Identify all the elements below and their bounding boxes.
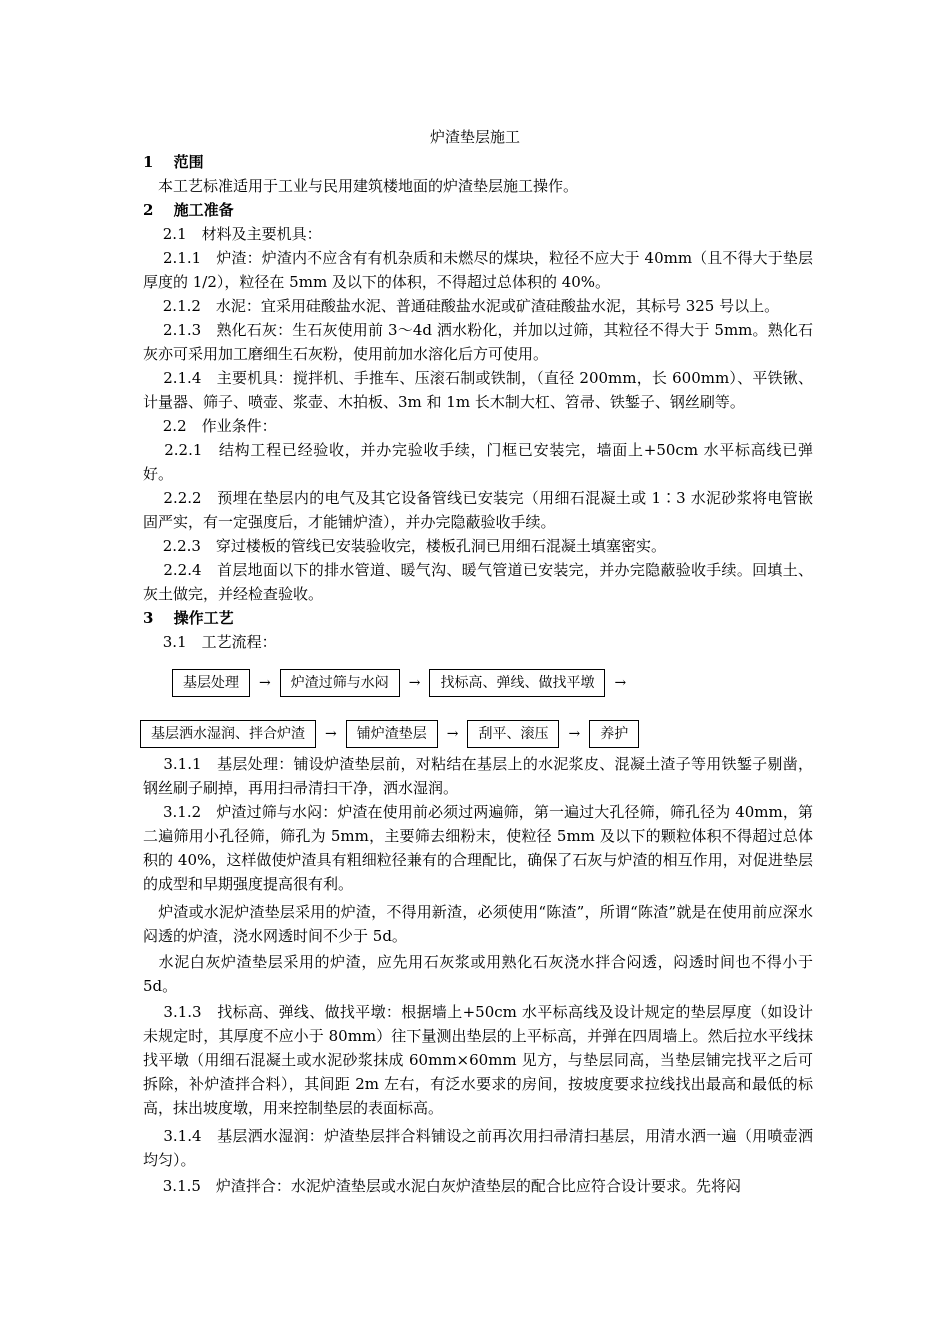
- paragraph: 2.1 材料及主要机具：: [143, 225, 322, 243]
- paragraph: 2.1.3 熟化石灰：生石灰使用前 3～4d 洒水粉化，并加以过筛，其粒径不得大于 5mm。熟化石灰亦可采用加工磨细生石灰粉，使用前加水溶化后方可使用。: [143, 321, 813, 363]
- arrow-right-icon: →: [408, 675, 421, 691]
- flow-step: 基层洒水湿润、拌合炉渣: [140, 720, 316, 748]
- section-heading: 3 操作工艺: [143, 609, 234, 627]
- paragraph: 3.1.3 找标高、弹线、做找平墩：根据墙上+50cm 水平标高线及设计规定的垫层厚度（如设计未规定时，其厚度不应小于 80mm）往下量测出垫层的上平标高，并弹在四周墙上。然后拉水平线抹找平墩（用细石混凝土或水泥砂浆抹成 60mm×60mm 见方，与垫层同高，当垫层铺完找平之后可拆除，补炉渣拌合料），其间距 2m 左右，有泛水要求的房间，按坡度要求拉线找出最高和最低的标高，抹出坡度墩，用来控制垫层的表面标高。: [143, 1003, 813, 1117]
- section-heading: 1 范围: [143, 153, 204, 171]
- paragraph: 2.2.4 首层地面以下的排水管道、暖气沟、暖气管道已安装完，并办完隐蔽验收手续。回填土、灰土做完，并经检查验收。: [143, 561, 813, 603]
- paragraph: 3.1.2 炉渣过筛与水闷：炉渣在使用前必须过两遍筛，第一遍过大孔径筛，筛孔径为 40mm，第二遍筛用小孔径筛，筛孔为 5mm，主要筛去细粉末，使粒径 5mm 及以下的颗粒体积不得超过总体积的 40%，这样做使炉渣具有粗细粒径兼有的合理配比，确保了石灰与炉渣的相互作用，对促进垫层的成型和早期强度提高很有利。: [143, 803, 813, 893]
- flow-step: 刮平、滚压: [467, 720, 559, 748]
- section-heading: 2 施工准备: [143, 201, 234, 219]
- paragraph: 3.1.5 炉渣拌合：水泥炉渣垫层或水泥白灰炉渣垫层的配合比应符合设计要求。先将闷: [143, 1177, 741, 1195]
- paragraph: 本工艺标准适用于工业与民用建筑楼地面的炉渣垫层施工操作。: [143, 177, 579, 195]
- paragraph: 3.1.4 基层洒水湿润：炉渣垫层拌合料铺设之前再次用扫帚清扫基层，用清水洒一遍（用喷壶洒均匀）。: [143, 1127, 813, 1169]
- flow-step: 养护: [589, 720, 639, 748]
- arrow-right-icon: →: [325, 726, 337, 742]
- paragraph: 2.1.4 主要机具：搅拌机、手推车、压滚石制或铁制，（直径 200mm，长 600mm）、平铁锹、计量器、筛子、喷壶、浆壶、木拍板、3m 和 1m 长木制大杠、笤帚、铁錾子、钢丝刷等。: [143, 369, 813, 411]
- arrow-right-icon: →: [446, 726, 459, 742]
- process-flow-row-2: [140, 719, 639, 749]
- paragraph: 2.2 作业条件：: [143, 417, 277, 435]
- paragraph: 2.2.3 穿过楼板的管线已安装验收完，楼板孔洞已用细石混凝土填塞密实。: [143, 537, 666, 555]
- arrow-right-icon: →: [259, 675, 271, 691]
- paragraph: 水泥白灰炉渣垫层采用的炉渣，应先用石灰浆或用熟化石灰浇水拌合闷透，闷透时间也不得小于 5d。: [143, 953, 813, 995]
- paragraph: 炉渣或水泥炉渣垫层采用的炉渣，不得用新渣，必须使用“陈渣”，所谓“陈渣”就是在使用前应深水闷透的炉渣，浇水网透时间不少于 5d。: [143, 903, 813, 945]
- flow-step: 炉渣过筛与水闷: [280, 669, 400, 697]
- paragraph: 2.2.2 预埋在垫层内的电气及其它设备管线已安装完（用细石混凝土或 1∶3 水泥砂浆将电管嵌固严实，有一定强度后，才能铺炉渣），并办完隐蔽验收手续。: [143, 489, 813, 531]
- paragraph: 3.1 工艺流程：: [143, 633, 277, 651]
- paragraph: 2.1.2 水泥：宜采用硅酸盐水泥、普通硅酸盐水泥或矿渣硅酸盐水泥，其标号 325 号以上。: [143, 297, 780, 315]
- paragraph: 2.2.1 结构工程已经验收，并办完验收手续，门框已安装完，墙面上+50cm 水平标高线已弹好。: [143, 441, 813, 483]
- arrow-right-icon: →: [614, 675, 627, 691]
- paragraph: 2.1.1 炉渣：炉渣内不应含有有机杂质和未燃尽的煤块，粒径不应大于 40mm（且不得大于垫层厚度的 1/2），粒径在 5mm 及以下的体积，不得超过总体积的 40%。: [143, 249, 813, 291]
- arrow-right-icon: →: [568, 726, 581, 742]
- flow-step: 铺炉渣垫层: [346, 720, 438, 748]
- flow-step: 基层处理: [172, 669, 250, 697]
- document-title: 炉渣垫层施工: [429, 128, 520, 146]
- flow-step: 找标高、弹线、做找平墩: [429, 669, 605, 697]
- paragraph: 3.1.1 基层处理：铺设炉渣垫层前，对粘结在基层上的水泥浆皮、混凝土渣子等用铁錾子剔凿，钢丝刷子刷掉，再用扫帚清扫干净，洒水湿润。: [143, 755, 813, 797]
- process-flow-row-1: [172, 668, 635, 698]
